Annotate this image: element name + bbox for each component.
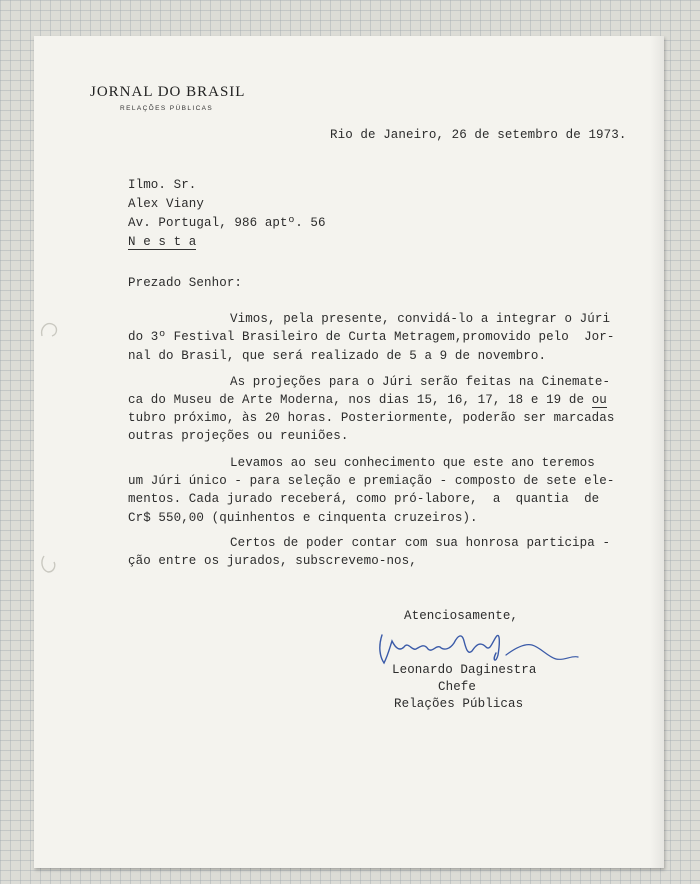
signatory-role: Chefe — [438, 680, 477, 694]
letter-page — [34, 36, 664, 868]
paragraph-1-line-1: Vimos, pela presente, convidá-lo a integrar o Júri — [230, 312, 611, 326]
paragraph-1-line-2: do 3º Festival Brasileiro de Curta Metragem,promovido pelo Jor- — [128, 330, 615, 344]
valediction: Atenciosamente, — [404, 609, 519, 623]
letterhead-name: JORNAL DO BRASIL — [90, 84, 246, 100]
recipient-address: Av. Portugal, 986 aptº. 56 — [128, 216, 326, 230]
signatory-name: Leonardo Daginestra — [392, 663, 537, 677]
signature-flourish — [506, 645, 578, 660]
paragraph-3-line-1: Levamos ao seu conhecimento que este ano teremos — [230, 456, 595, 470]
paragraph-3-line-4: Cr$ 550,00 (quinhentos e cinquenta cruzeiros). — [128, 511, 478, 525]
paragraph-2-line-2: ca do Museu de Arte Moderna, nos dias 15, 16, 17, 18 e 19 de ou — [128, 393, 607, 407]
signature-stroke — [380, 635, 499, 663]
salutation: Prezado Senhor: — [128, 276, 243, 290]
paragraph-4-line-1: Certos de poder contar com sua honrosa participa - — [230, 536, 611, 550]
punch-hole-top — [38, 318, 60, 340]
punch-hole-bottom — [38, 552, 60, 574]
paragraph-1-line-3: nal do Brasil, que será realizado de 5 a 9 de novembro. — [128, 349, 547, 363]
recipient-title: Ilmo. Sr. — [128, 178, 197, 192]
paragraph-3-line-3: mentos. Cada jurado receberá, como pró-labore, a quantia de — [128, 492, 600, 506]
letterhead-department: RELAÇÕES PÚBLICAS — [120, 105, 214, 112]
paragraph-2-line-4: outras projeções ou reuniões. — [128, 429, 349, 443]
paragraph-3-line-2: um Júri único - para seleção e premiação - composto de sete ele- — [128, 474, 615, 488]
date-line: Rio de Janeiro, 26 de setembro de 1973. — [330, 128, 627, 142]
paragraph-4-line-2: ção entre os jurados, subscrevemo-nos, — [128, 554, 417, 568]
signatory-department: Relações Públicas — [394, 697, 524, 711]
recipient-city: N e s t a — [128, 235, 197, 249]
paragraph-2-line-1: As projeções para o Júri serão feitas na Cinemate- — [230, 375, 611, 389]
underlined-ou: ou — [591, 393, 607, 407]
paragraph-2-line-3: tubro próximo, às 20 horas. Posteriormente, poderão ser marcadas — [128, 411, 615, 425]
recipient-name: Alex Viany — [128, 197, 205, 211]
